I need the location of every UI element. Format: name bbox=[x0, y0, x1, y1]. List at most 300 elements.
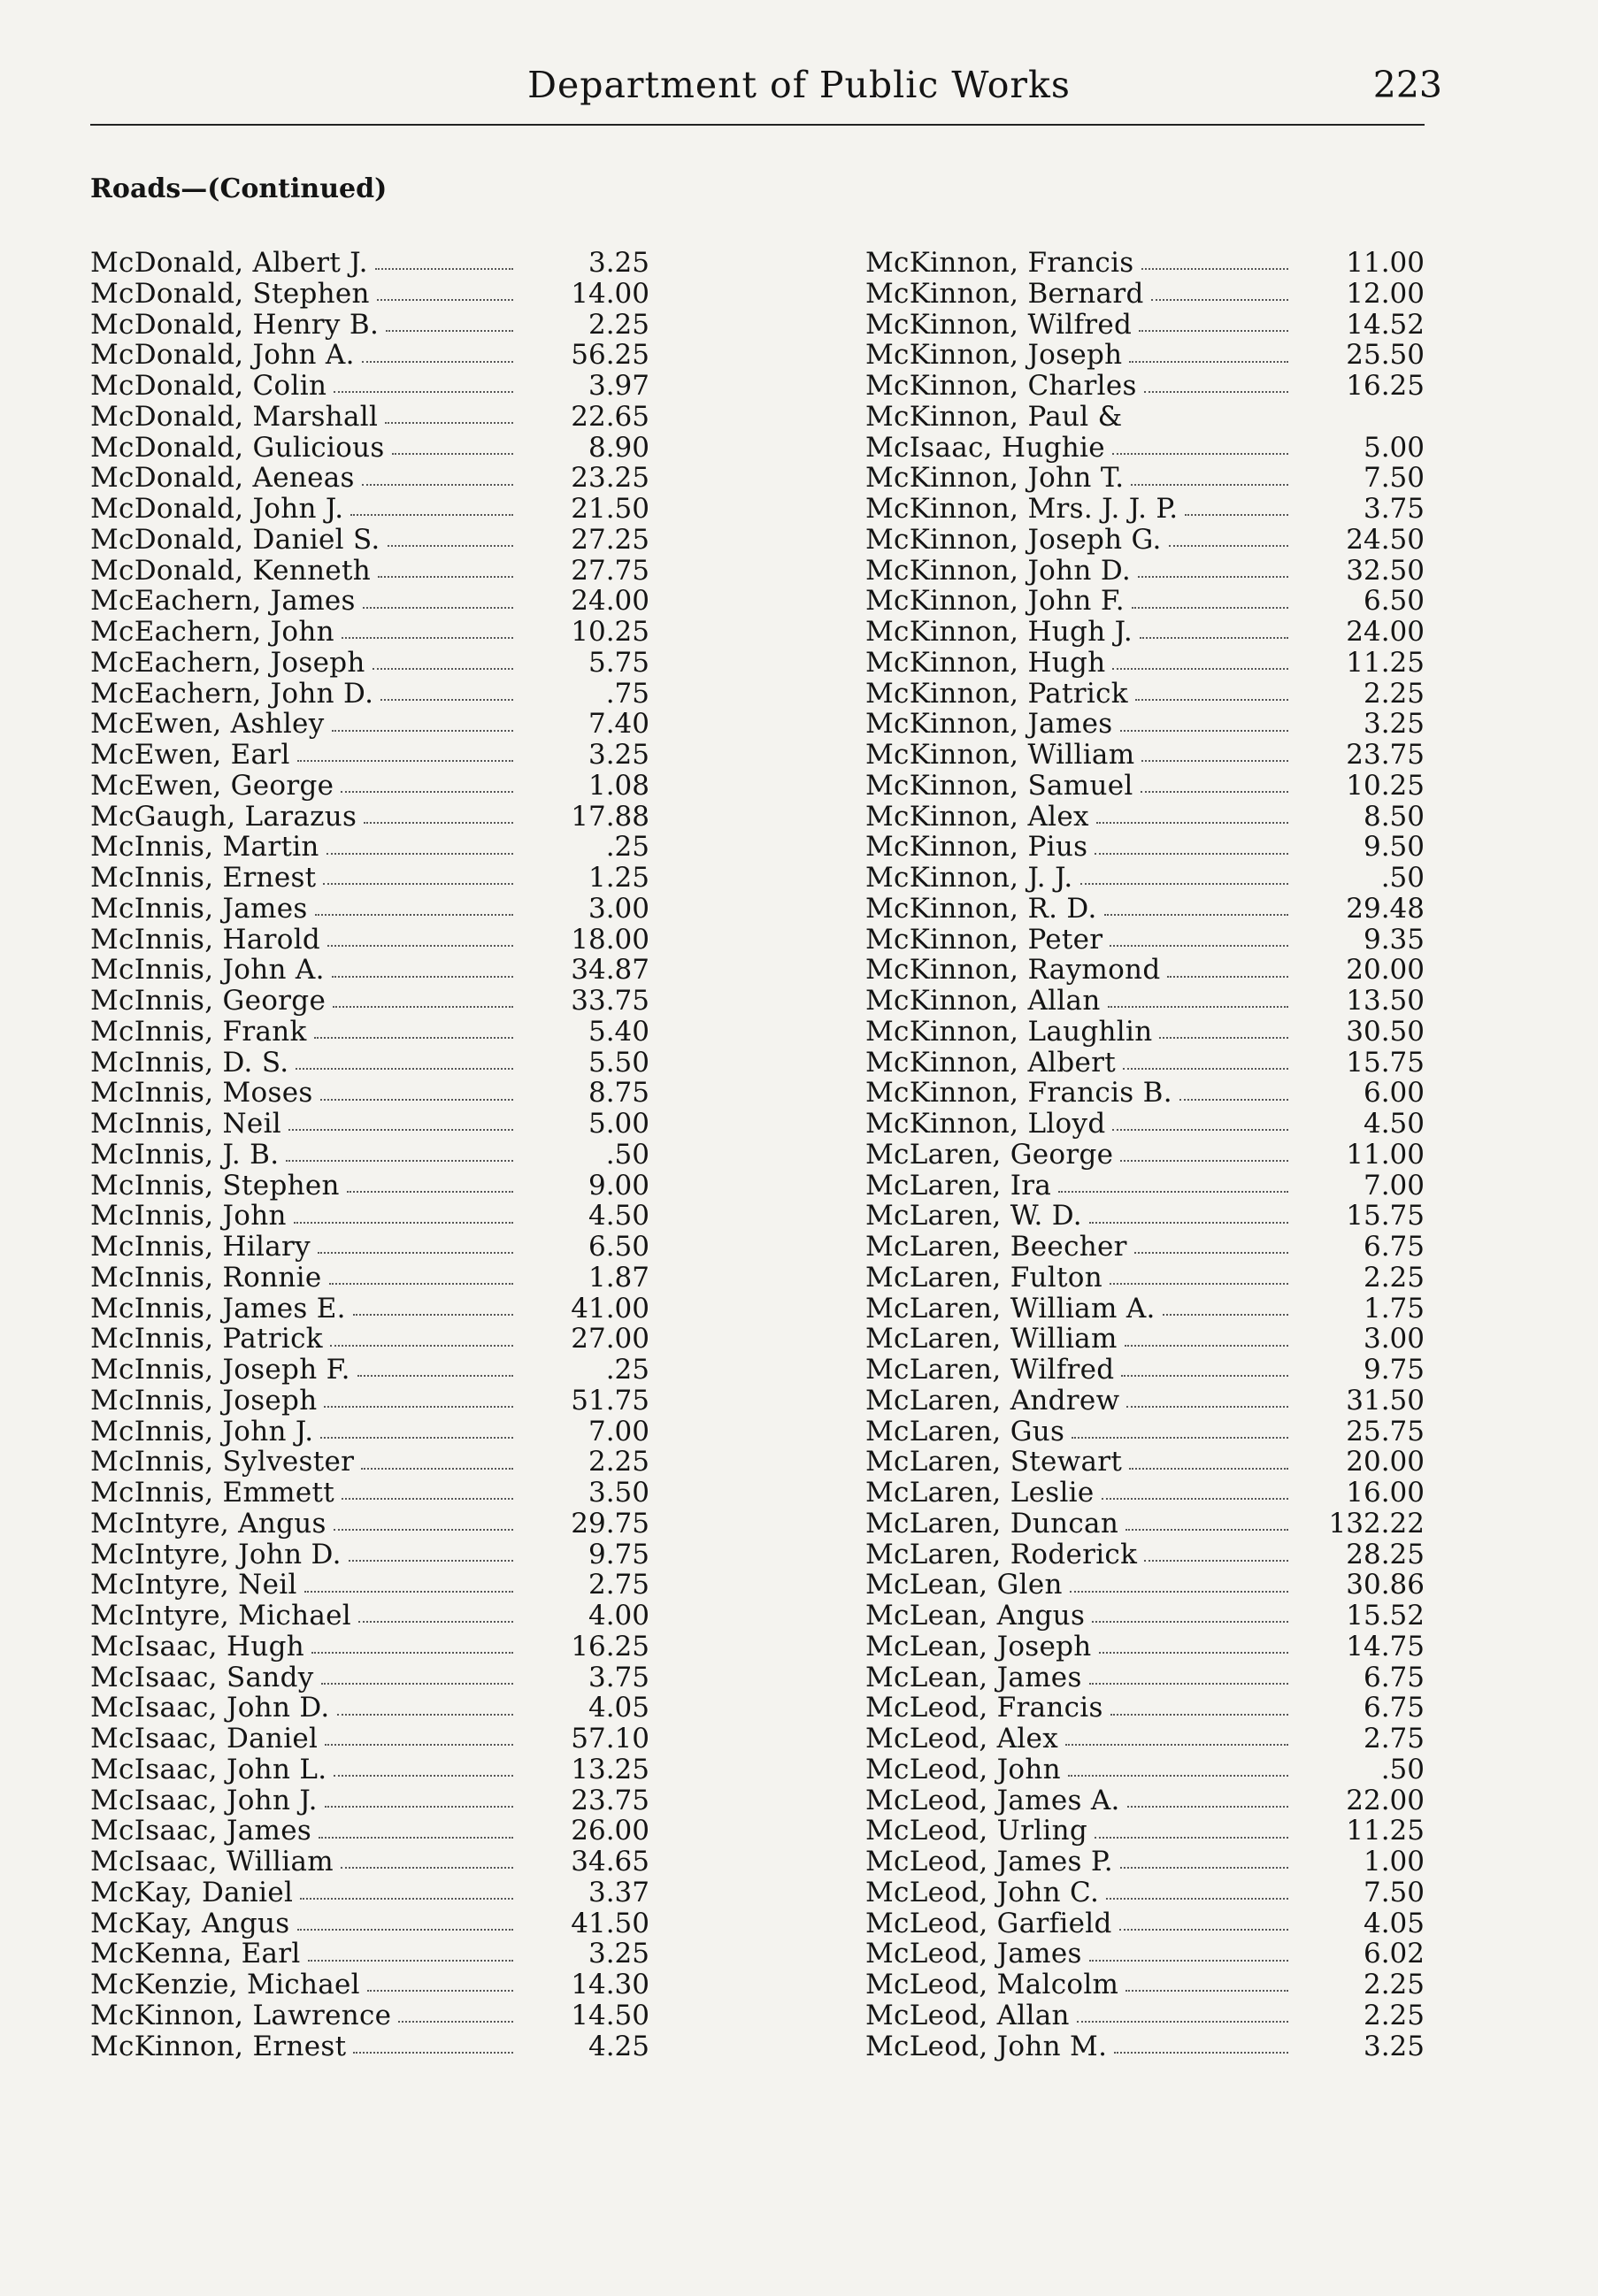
entry-name-leader bbox=[90, 1601, 517, 1632]
list-item bbox=[90, 1140, 649, 1171]
payment-amount: 16.00 bbox=[1346, 1477, 1425, 1509]
payee-name: McInnis, Emmett bbox=[90, 1477, 334, 1509]
list-item bbox=[90, 1816, 649, 1847]
entry-name-leader bbox=[865, 1109, 1292, 1140]
entry-name-leader bbox=[865, 1263, 1292, 1294]
dot-leader bbox=[362, 484, 513, 486]
list-item bbox=[865, 1078, 1425, 1109]
list-item bbox=[90, 1324, 649, 1355]
entry-name-leader bbox=[90, 1201, 517, 1232]
payee-name: McInnis, Sylvester bbox=[90, 1446, 355, 1478]
payee-name: McInnis, Joseph bbox=[90, 1384, 318, 1417]
entry-name-leader bbox=[865, 740, 1292, 771]
payee-name: McKinnon, Albert bbox=[865, 1046, 1117, 1079]
list-item bbox=[90, 1693, 649, 1724]
list-item bbox=[865, 1816, 1425, 1847]
payment-amount: 6.75 bbox=[1363, 1231, 1425, 1263]
payee-name: McKinnon, Lawrence bbox=[90, 1999, 392, 2031]
list-item bbox=[90, 1171, 649, 1202]
list-item bbox=[865, 248, 1425, 279]
entry-name-leader bbox=[90, 1816, 517, 1847]
dot-leader bbox=[350, 514, 513, 516]
payment-amount: .50 bbox=[1380, 862, 1425, 894]
dot-leader bbox=[362, 361, 513, 363]
payee-name: McLeod, Allan bbox=[865, 1999, 1070, 2031]
dot-leader bbox=[1065, 1744, 1288, 1746]
payee-name: McInnis, James E. bbox=[90, 1292, 346, 1325]
entry-name-leader bbox=[90, 310, 517, 341]
payee-name: McKinnon, James bbox=[865, 708, 1113, 741]
dot-leader bbox=[324, 1406, 513, 1408]
payment-amount: 11.25 bbox=[1346, 1815, 1425, 1847]
list-item bbox=[865, 279, 1425, 310]
entry-name-leader bbox=[90, 1908, 517, 1939]
payee-name: McLeod, John M. bbox=[865, 2030, 1108, 2062]
list-item bbox=[90, 1877, 649, 1908]
list-item bbox=[90, 1570, 649, 1601]
payment-amount: 3.25 bbox=[588, 1938, 649, 1970]
dot-leader bbox=[286, 1160, 513, 1162]
payee-name: McKenna, Earl bbox=[90, 1938, 301, 1970]
payment-amount: 20.00 bbox=[1346, 954, 1425, 987]
payment-amount: 13.25 bbox=[571, 1753, 649, 1785]
list-item bbox=[865, 1540, 1425, 1570]
payment-amount: 20.00 bbox=[1346, 1446, 1425, 1478]
list-item bbox=[90, 1017, 649, 1048]
dot-leader bbox=[1131, 484, 1288, 486]
payee-name: McInnis, George bbox=[90, 985, 327, 1017]
list-item bbox=[90, 1939, 649, 1970]
payment-amount: 9.75 bbox=[1363, 1354, 1425, 1386]
entry-name-leader bbox=[865, 1601, 1292, 1632]
payment-amount: 9.50 bbox=[1363, 831, 1425, 864]
payee-name: McKinnon, John D. bbox=[865, 554, 1132, 587]
dot-leader bbox=[1112, 668, 1288, 670]
dot-leader bbox=[1112, 453, 1288, 455]
list-item bbox=[90, 1755, 649, 1785]
list-item bbox=[90, 679, 649, 710]
payee-name: McIsaac, William bbox=[90, 1846, 334, 1877]
list-item bbox=[90, 1601, 649, 1632]
list-item bbox=[865, 340, 1425, 371]
payment-amount: 4.50 bbox=[588, 1200, 649, 1232]
list-item bbox=[865, 1755, 1425, 1785]
dot-leader bbox=[353, 1314, 513, 1316]
payment-amount: 22.00 bbox=[1346, 1784, 1425, 1816]
payment-amount: 32.50 bbox=[1346, 554, 1425, 587]
payment-amount: 29.48 bbox=[1346, 892, 1425, 925]
payment-amount: 6.50 bbox=[1363, 585, 1425, 618]
list-item bbox=[865, 1171, 1425, 1202]
payment-amount: 15.75 bbox=[1346, 1200, 1425, 1232]
payee-name: McInnis, Ernest bbox=[90, 862, 317, 894]
dot-leader bbox=[1089, 1222, 1288, 1224]
list-item bbox=[865, 617, 1425, 648]
page-title: Department of Public Works bbox=[527, 64, 1071, 106]
payment-amount: 12.00 bbox=[1346, 277, 1425, 310]
payee-name: McDonald, Daniel S. bbox=[90, 523, 380, 556]
payment-amount: 1.75 bbox=[1363, 1292, 1425, 1325]
list-item bbox=[865, 1570, 1425, 1601]
dot-leader bbox=[1072, 1437, 1288, 1439]
dot-leader bbox=[385, 422, 513, 424]
payee-name: McLean, Glen bbox=[865, 1569, 1063, 1601]
list-item bbox=[90, 1540, 649, 1570]
dot-leader bbox=[337, 1714, 513, 1716]
payment-amount: 5.00 bbox=[1363, 431, 1425, 464]
list-item bbox=[90, 371, 649, 402]
list-item bbox=[865, 1109, 1425, 1140]
entry-name-leader bbox=[90, 1785, 517, 1816]
dot-leader bbox=[392, 453, 513, 455]
dot-leader bbox=[1110, 945, 1288, 947]
payee-name: McLeod, Alex bbox=[865, 1723, 1058, 1755]
list-item bbox=[865, 709, 1425, 740]
list-item bbox=[90, 1386, 649, 1417]
payee-name: McInnis, James bbox=[90, 892, 308, 925]
payee-name: McIsaac, John L. bbox=[90, 1753, 327, 1785]
dot-leader bbox=[320, 1099, 513, 1101]
payment-amount: 24.00 bbox=[571, 585, 649, 618]
payment-amount: 3.37 bbox=[588, 1876, 649, 1908]
list-item bbox=[865, 740, 1425, 771]
payee-name: McKinnon, Allan bbox=[865, 985, 1101, 1017]
dot-leader bbox=[1139, 330, 1288, 332]
payment-amount: 51.75 bbox=[571, 1384, 649, 1417]
list-item bbox=[90, 1509, 649, 1540]
dot-leader bbox=[1140, 637, 1288, 639]
entry-name-leader bbox=[90, 1232, 517, 1263]
payment-amount: 26.00 bbox=[571, 1815, 649, 1847]
list-item bbox=[865, 371, 1425, 402]
payment-amount: 1.00 bbox=[1363, 1846, 1425, 1877]
payment-amount: 41.00 bbox=[571, 1292, 649, 1325]
dot-leader bbox=[1123, 1068, 1288, 1070]
payee-name: McIsaac, Hugh bbox=[90, 1630, 305, 1662]
entry-name-leader bbox=[865, 1017, 1292, 1048]
payment-amount: 18.00 bbox=[571, 923, 649, 956]
list-item bbox=[90, 925, 649, 956]
entry-name-leader bbox=[865, 955, 1292, 986]
dot-leader bbox=[1163, 1314, 1288, 1316]
dot-leader bbox=[325, 1806, 513, 1808]
entry-name-leader bbox=[865, 2031, 1292, 2062]
entry-name-leader bbox=[865, 986, 1292, 1017]
payment-amount: 3.75 bbox=[588, 1661, 649, 1693]
list-item bbox=[90, 586, 649, 617]
list-item bbox=[865, 310, 1425, 341]
dot-leader bbox=[1144, 391, 1288, 393]
payee-name: McLean, Angus bbox=[865, 1600, 1086, 1632]
entry-name-leader bbox=[90, 1632, 517, 1662]
payee-name: McIntyre, Angus bbox=[90, 1507, 327, 1540]
payment-amount: 7.00 bbox=[1363, 1169, 1425, 1202]
payee-name: McKinnon, Raymond bbox=[865, 954, 1161, 987]
entry-name-leader bbox=[90, 1693, 517, 1724]
payment-amount: 28.25 bbox=[1346, 1538, 1425, 1570]
dot-leader bbox=[1104, 914, 1288, 916]
list-item bbox=[865, 863, 1425, 894]
dot-leader bbox=[1114, 2052, 1288, 2054]
dot-leader bbox=[1127, 1806, 1288, 1808]
payment-amount: 1.25 bbox=[588, 862, 649, 894]
payee-name: McKinnon, Alex bbox=[865, 800, 1089, 833]
entry-name-leader bbox=[90, 679, 517, 710]
payee-name: McLaren, Stewart bbox=[865, 1446, 1123, 1478]
payment-amount: 3.00 bbox=[588, 892, 649, 925]
payment-amount: 3.25 bbox=[1363, 708, 1425, 741]
payment-amount: 9.00 bbox=[588, 1169, 649, 1202]
list-item bbox=[90, 279, 649, 310]
payment-amount: 6.75 bbox=[1363, 1661, 1425, 1693]
payment-amount: 5.00 bbox=[588, 1108, 649, 1140]
payee-name: McLeod, Urling bbox=[865, 1815, 1088, 1847]
dot-leader bbox=[341, 791, 513, 793]
entry-name-leader bbox=[865, 402, 1292, 433]
payee-name: McLeod, James A. bbox=[865, 1784, 1120, 1816]
dot-leader bbox=[1135, 699, 1288, 701]
entry-name-leader bbox=[90, 340, 517, 371]
list-item bbox=[90, 617, 649, 648]
payee-name: McInnis, Ronnie bbox=[90, 1261, 322, 1294]
dot-leader bbox=[327, 945, 513, 947]
payment-amount: 10.25 bbox=[571, 616, 649, 648]
list-item bbox=[865, 679, 1425, 710]
payee-name: McDonald, John J. bbox=[90, 493, 344, 525]
payee-name: McKinnon, Samuel bbox=[865, 769, 1133, 802]
payment-amount: 14.52 bbox=[1346, 308, 1425, 341]
payment-amount: 56.25 bbox=[571, 339, 649, 372]
payee-name: McKinnon, Charles bbox=[865, 370, 1137, 402]
payee-name: McInnis, Harold bbox=[90, 923, 321, 956]
dot-leader bbox=[296, 1068, 513, 1070]
dot-leader bbox=[378, 576, 513, 578]
dot-leader bbox=[325, 1744, 513, 1746]
payee-name: McKinnon, Joseph bbox=[865, 339, 1123, 372]
right-column-list bbox=[865, 248, 1425, 2062]
dot-leader bbox=[1167, 976, 1288, 978]
dot-leader bbox=[1120, 1160, 1288, 1162]
payee-name: McInnis, John J. bbox=[90, 1415, 314, 1447]
list-item bbox=[865, 525, 1425, 556]
payment-amount: 4.50 bbox=[1363, 1108, 1425, 1140]
payee-name: McDonald, Aeneas bbox=[90, 462, 355, 495]
list-item bbox=[90, 494, 649, 525]
payment-amount: 31.50 bbox=[1346, 1384, 1425, 1417]
payment-amount: .25 bbox=[605, 831, 649, 864]
dot-leader bbox=[332, 976, 513, 978]
payee-name: McKay, Angus bbox=[90, 1907, 290, 1939]
dot-leader bbox=[1125, 1345, 1288, 1347]
payee-name: McLaren, Andrew bbox=[865, 1384, 1120, 1417]
payment-amount: 3.75 bbox=[1363, 493, 1425, 525]
list-item bbox=[90, 1232, 649, 1263]
dot-leader bbox=[1058, 1191, 1288, 1193]
payment-amount: 4.05 bbox=[588, 1692, 649, 1724]
entry-name-leader bbox=[865, 1171, 1292, 1202]
entry-name-leader bbox=[90, 586, 517, 617]
list-item bbox=[865, 955, 1425, 986]
dot-leader bbox=[1089, 1683, 1288, 1685]
list-item bbox=[865, 1632, 1425, 1662]
payment-amount: 16.25 bbox=[1346, 370, 1425, 402]
entry-name-leader bbox=[90, 1478, 517, 1509]
dot-leader bbox=[367, 1990, 513, 1992]
entry-name-leader bbox=[865, 1447, 1292, 1478]
payment-amount: 7.50 bbox=[1363, 1876, 1425, 1908]
payment-amount: 5.75 bbox=[588, 646, 649, 679]
payment-amount: 9.35 bbox=[1363, 923, 1425, 956]
entry-name-leader bbox=[865, 1509, 1292, 1540]
payment-amount: 2.75 bbox=[1363, 1723, 1425, 1755]
payee-name: McIsaac, Hughie bbox=[865, 431, 1105, 464]
list-item bbox=[90, 1908, 649, 1939]
entry-name-leader bbox=[90, 494, 517, 525]
list-item bbox=[90, 802, 649, 833]
payee-name: McLaren, William A. bbox=[865, 1292, 1156, 1325]
payment-amount: 30.50 bbox=[1346, 1015, 1425, 1048]
list-item bbox=[865, 1324, 1425, 1355]
list-item bbox=[90, 1847, 649, 1877]
entry-name-leader bbox=[865, 2000, 1292, 2031]
entry-name-leader bbox=[90, 1324, 517, 1355]
dot-leader bbox=[1110, 1714, 1288, 1716]
entry-name-leader bbox=[865, 1232, 1292, 1263]
payment-amount: 2.25 bbox=[588, 308, 649, 341]
payment-amount: 25.50 bbox=[1346, 339, 1425, 372]
payment-amount: 8.75 bbox=[588, 1077, 649, 1110]
payee-name: McKinnon, Laughlin bbox=[865, 1015, 1153, 1048]
list-item bbox=[90, 433, 649, 464]
entry-name-leader bbox=[865, 617, 1292, 648]
entry-name-leader bbox=[865, 1078, 1292, 1109]
payee-name: McInnis, Hilary bbox=[90, 1231, 311, 1263]
entry-name-leader bbox=[90, 1847, 517, 1877]
payee-name: McKinnon, Joseph G. bbox=[865, 523, 1162, 556]
payee-name: McKinnon, Pius bbox=[865, 831, 1088, 864]
list-item bbox=[865, 986, 1425, 1017]
dot-leader bbox=[1099, 1652, 1288, 1654]
entry-name-leader bbox=[90, 463, 517, 494]
entry-name-leader bbox=[90, 1078, 517, 1109]
payment-amount: 9.75 bbox=[588, 1538, 649, 1570]
list-item bbox=[90, 463, 649, 494]
list-item bbox=[90, 648, 649, 679]
payment-amount: 6.50 bbox=[588, 1231, 649, 1263]
list-item bbox=[90, 894, 649, 925]
list-item bbox=[865, 832, 1425, 863]
list-item bbox=[865, 1017, 1425, 1048]
dot-leader bbox=[300, 1898, 513, 1900]
payee-name: McGaugh, Larazus bbox=[90, 800, 357, 833]
entry-name-leader bbox=[90, 279, 517, 310]
payment-amount: 10.25 bbox=[1346, 769, 1425, 802]
payment-amount: 30.86 bbox=[1346, 1569, 1425, 1601]
payment-amount: 11.00 bbox=[1346, 1138, 1425, 1171]
entry-name-leader bbox=[865, 1048, 1292, 1079]
payment-amount: 16.25 bbox=[571, 1630, 649, 1662]
dot-leader bbox=[1068, 1775, 1288, 1777]
list-item bbox=[865, 1785, 1425, 1816]
payee-name: McIsaac, Daniel bbox=[90, 1723, 319, 1755]
entry-name-leader bbox=[865, 832, 1292, 863]
entry-name-leader bbox=[865, 1755, 1292, 1785]
payee-name: McEachern, John bbox=[90, 616, 334, 648]
entry-name-leader bbox=[865, 1939, 1292, 1970]
list-item bbox=[90, 402, 649, 433]
entry-name-leader bbox=[865, 1847, 1292, 1877]
payee-name: McLeod, Francis bbox=[865, 1692, 1103, 1724]
entry-name-leader bbox=[865, 1140, 1292, 1171]
list-item bbox=[865, 494, 1425, 525]
payment-amount: 41.50 bbox=[571, 1907, 649, 1939]
payee-name: McLeod, Malcolm bbox=[865, 1969, 1119, 2000]
payment-amount: 24.00 bbox=[1346, 616, 1425, 648]
dot-leader bbox=[1126, 1990, 1288, 1992]
payee-name: McDonald, Kenneth bbox=[90, 554, 372, 587]
payment-amount: 27.00 bbox=[571, 1323, 649, 1355]
dot-leader bbox=[1121, 1375, 1288, 1377]
list-item bbox=[865, 1140, 1425, 1171]
payment-amount: 27.75 bbox=[571, 554, 649, 587]
entry-name-leader bbox=[90, 371, 517, 402]
list-item bbox=[90, 740, 649, 771]
payee-name: McLaren, Wilfred bbox=[865, 1354, 1115, 1386]
payee-name: McLean, Joseph bbox=[865, 1630, 1092, 1662]
payee-name: McInnis, John bbox=[90, 1200, 287, 1232]
dot-leader bbox=[364, 822, 513, 824]
entry-name-leader bbox=[865, 340, 1292, 371]
dot-leader bbox=[315, 914, 513, 916]
payee-name: McLaren, Roderick bbox=[865, 1538, 1138, 1570]
entry-name-leader bbox=[865, 1908, 1292, 1939]
payment-amount: 11.25 bbox=[1346, 646, 1425, 679]
list-item bbox=[865, 2000, 1425, 2031]
payee-name: McDonald, Marshall bbox=[90, 400, 379, 433]
dot-leader bbox=[388, 545, 513, 547]
list-item bbox=[865, 463, 1425, 494]
payment-amount: 21.50 bbox=[571, 493, 649, 525]
entry-name-leader bbox=[865, 525, 1292, 556]
payment-amount: 8.50 bbox=[1363, 800, 1425, 833]
payment-amount: 3.25 bbox=[1363, 2030, 1425, 2062]
entry-name-leader bbox=[865, 463, 1292, 494]
payment-amount: 33.75 bbox=[571, 985, 649, 1017]
payment-amount: 1.08 bbox=[588, 769, 649, 802]
entry-name-leader bbox=[90, 1447, 517, 1478]
payee-name: McDonald, Albert J. bbox=[90, 247, 368, 279]
list-item bbox=[865, 1847, 1425, 1877]
dot-leader bbox=[1169, 545, 1288, 547]
list-item bbox=[865, 2031, 1425, 2062]
dot-leader bbox=[1151, 299, 1288, 301]
list-item bbox=[90, 1724, 649, 1755]
payment-amount: 57.10 bbox=[571, 1723, 649, 1755]
payee-name: McLeod, John bbox=[865, 1753, 1061, 1785]
dot-leader bbox=[363, 607, 513, 609]
dot-leader bbox=[1096, 822, 1288, 824]
left-column-list bbox=[90, 248, 649, 2062]
entry-name-leader bbox=[90, 1939, 517, 1970]
entry-name-leader bbox=[90, 1540, 517, 1570]
dot-leader bbox=[357, 1375, 513, 1377]
entry-name-leader bbox=[865, 433, 1292, 464]
payee-name: McDonald, Stephen bbox=[90, 277, 370, 310]
list-item bbox=[865, 1693, 1425, 1724]
entry-name-leader bbox=[90, 1570, 517, 1601]
payee-name: McLaren, Gus bbox=[865, 1415, 1065, 1447]
list-item bbox=[90, 248, 649, 279]
